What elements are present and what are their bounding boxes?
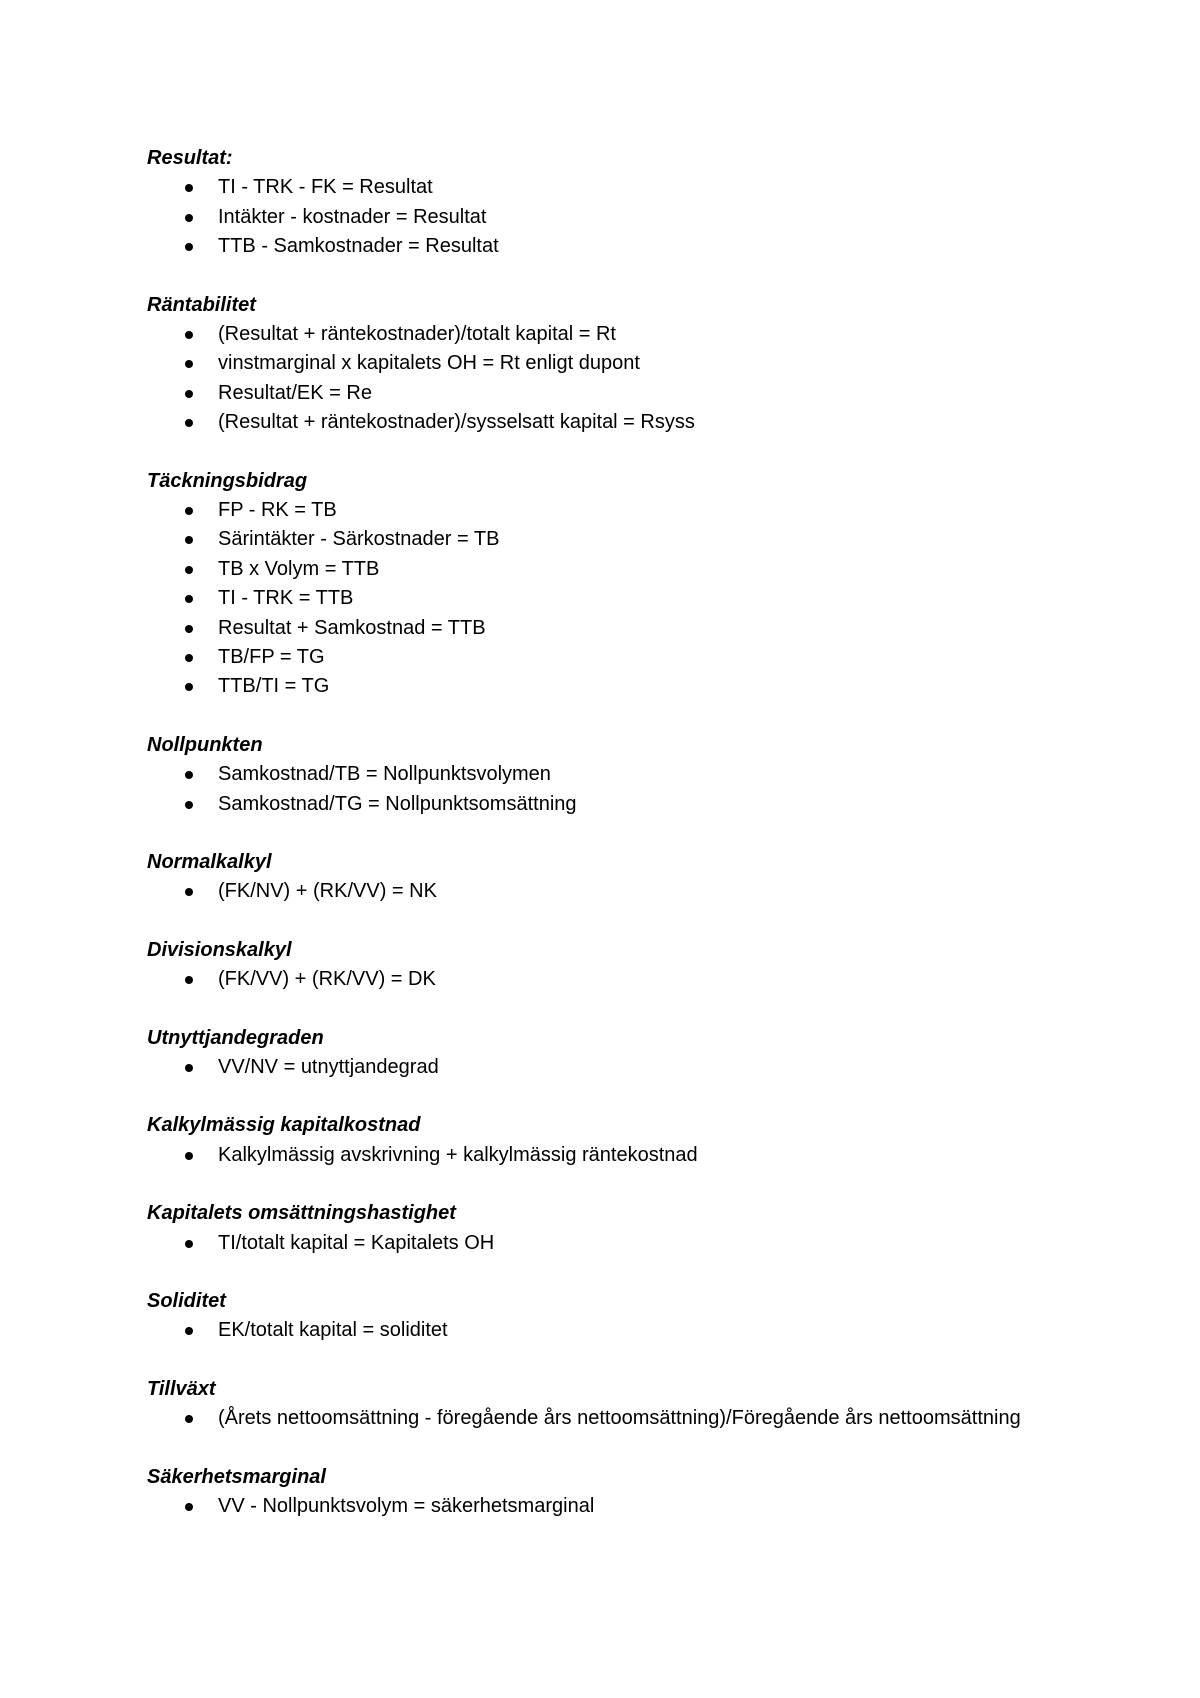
formula-section <box>147 144 1027 262</box>
formula-section <box>147 936 1027 995</box>
formula-text: TTB - Samkostnader = Resultat <box>218 235 499 258</box>
formula-text: Resultat/EK = Re <box>218 381 372 404</box>
section-heading: Kalkylmässig kapitalkostnad <box>147 1114 421 1137</box>
formula-section <box>147 467 1027 702</box>
bullet-icon <box>185 331 193 339</box>
formula-item <box>147 672 1027 701</box>
section-heading: Räntabilitet <box>147 293 256 316</box>
formula-text: (Resultat + räntekostnader)/sysselsatt kapital = Rsyss <box>218 411 695 434</box>
formula-list <box>147 1229 1027 1258</box>
bullet-icon <box>185 625 193 633</box>
formula-item <box>147 1229 1027 1258</box>
bullet-icon <box>185 184 193 192</box>
formula-item <box>147 1492 1027 1521</box>
formula-text: EK/totalt kapital = soliditet <box>218 1319 448 1342</box>
formula-list <box>147 173 1027 261</box>
formula-text: (Årets nettoomsättning - föregående års nettoomsättning)/Föregående års nettoomsättning <box>218 1407 1021 1430</box>
formula-text: TTB/TI = TG <box>218 675 330 698</box>
formula-item <box>147 232 1027 261</box>
formula-item <box>147 1141 1027 1170</box>
formula-item <box>147 379 1027 408</box>
section-heading: Kapitalets omsättningshastighet <box>147 1202 456 1225</box>
formula-text: Särintäkter - Särkostnader = TB <box>218 528 500 551</box>
formula-section <box>147 1111 1027 1170</box>
bullet-icon <box>185 507 193 515</box>
formula-item <box>147 1404 1027 1433</box>
bullet-icon <box>185 390 193 398</box>
section-heading: Säkerhetsmarginal <box>147 1465 326 1488</box>
bullet-icon <box>185 801 193 809</box>
formula-section <box>147 731 1027 819</box>
formula-item <box>147 320 1027 349</box>
formula-item <box>147 760 1027 789</box>
section-heading: Nollpunkten <box>147 733 263 756</box>
formula-text: (Resultat + räntekostnader)/totalt kapital = Rt <box>218 323 616 345</box>
formula-text: Samkostnad/TB = Nollpunktsvolymen <box>218 763 551 786</box>
formula-item <box>147 1316 1027 1345</box>
bullet-icon <box>185 1064 193 1072</box>
formula-text: (FK/VV) + (RK/VV) = DK <box>218 968 436 991</box>
section-heading: Soliditet <box>147 1290 226 1313</box>
formula-list <box>147 1053 1027 1082</box>
formula-item <box>147 203 1027 232</box>
bullet-icon <box>185 243 193 251</box>
formula-list <box>147 965 1027 994</box>
section-heading: Tillväxt <box>147 1377 216 1400</box>
formula-text: Samkostnad/TG = Nollpunktsomsättning <box>218 792 577 815</box>
bullet-icon <box>185 419 193 427</box>
bullet-icon <box>185 1152 193 1160</box>
formula-item <box>147 525 1027 554</box>
formula-text: (FK/NV) + (RK/VV) = NK <box>218 880 437 903</box>
formula-text: TB/FP = TG <box>218 646 325 669</box>
bullet-icon <box>185 1503 193 1511</box>
formula-item <box>147 408 1027 437</box>
document-body <box>147 144 1027 1550</box>
formula-section <box>147 848 1027 907</box>
bullet-icon <box>185 654 193 662</box>
formula-list <box>147 320 1027 438</box>
formula-list <box>147 877 1027 906</box>
formula-item <box>147 349 1027 378</box>
formula-text: TI - TRK = TTB <box>218 587 354 610</box>
section-heading: Normalkalkyl <box>147 851 272 874</box>
formula-list <box>147 760 1027 819</box>
formula-item <box>147 173 1027 202</box>
formula-item <box>147 1053 1027 1082</box>
formula-list <box>147 1492 1027 1521</box>
formula-section <box>147 1463 1027 1522</box>
bullet-icon <box>185 566 193 574</box>
formula-item <box>147 555 1027 584</box>
bullet-icon <box>185 536 193 544</box>
formula-list <box>147 1316 1027 1345</box>
formula-text: Kalkylmässig avskrivning + kalkylmässig räntekostnad <box>218 1143 698 1166</box>
formula-list <box>147 1404 1027 1433</box>
formula-text: FP - RK = TB <box>218 499 337 522</box>
section-heading: Resultat: <box>147 147 233 169</box>
bullet-icon <box>185 214 193 222</box>
bullet-icon <box>185 595 193 603</box>
bullet-icon <box>185 976 193 984</box>
formula-item <box>147 877 1027 906</box>
formula-item <box>147 790 1027 819</box>
bullet-icon <box>185 771 193 779</box>
formula-text: vinstmarginal x kapitalets OH = Rt enligt dupont <box>218 352 640 375</box>
bullet-icon <box>185 1415 193 1423</box>
formula-text: Resultat + Samkostnad = TTB <box>218 616 486 639</box>
bullet-icon <box>185 1240 193 1248</box>
bullet-icon <box>185 683 193 691</box>
formula-list <box>147 496 1027 702</box>
section-heading: Divisionskalkyl <box>147 938 292 961</box>
formula-item <box>147 584 1027 613</box>
formula-list <box>147 1141 1027 1170</box>
formula-item <box>147 614 1027 643</box>
formula-section <box>147 1199 1027 1258</box>
formula-text: TI - TRK - FK = Resultat <box>218 176 433 199</box>
formula-section <box>147 291 1027 438</box>
formula-text: TI/totalt kapital = Kapitalets OH <box>218 1231 495 1254</box>
formula-section <box>147 1287 1027 1346</box>
bullet-icon <box>185 1327 193 1335</box>
formula-section <box>147 1024 1027 1083</box>
formula-item <box>147 496 1027 525</box>
section-heading: Utnyttjandegraden <box>147 1026 324 1049</box>
formula-text: TB x Volym = TTB <box>218 557 380 580</box>
bullet-icon <box>185 888 193 896</box>
formula-item <box>147 643 1027 672</box>
section-heading: Täckningsbidrag <box>147 469 308 492</box>
bullet-icon <box>185 360 193 368</box>
formula-item <box>147 965 1027 994</box>
formula-text: Intäkter - kostnader = Resultat <box>218 205 487 228</box>
formula-text: VV/NV = utnyttjandegrad <box>218 1056 439 1079</box>
formula-text: VV - Nollpunktsvolym = säkerhetsmarginal <box>218 1495 595 1518</box>
formula-section <box>147 1375 1027 1434</box>
